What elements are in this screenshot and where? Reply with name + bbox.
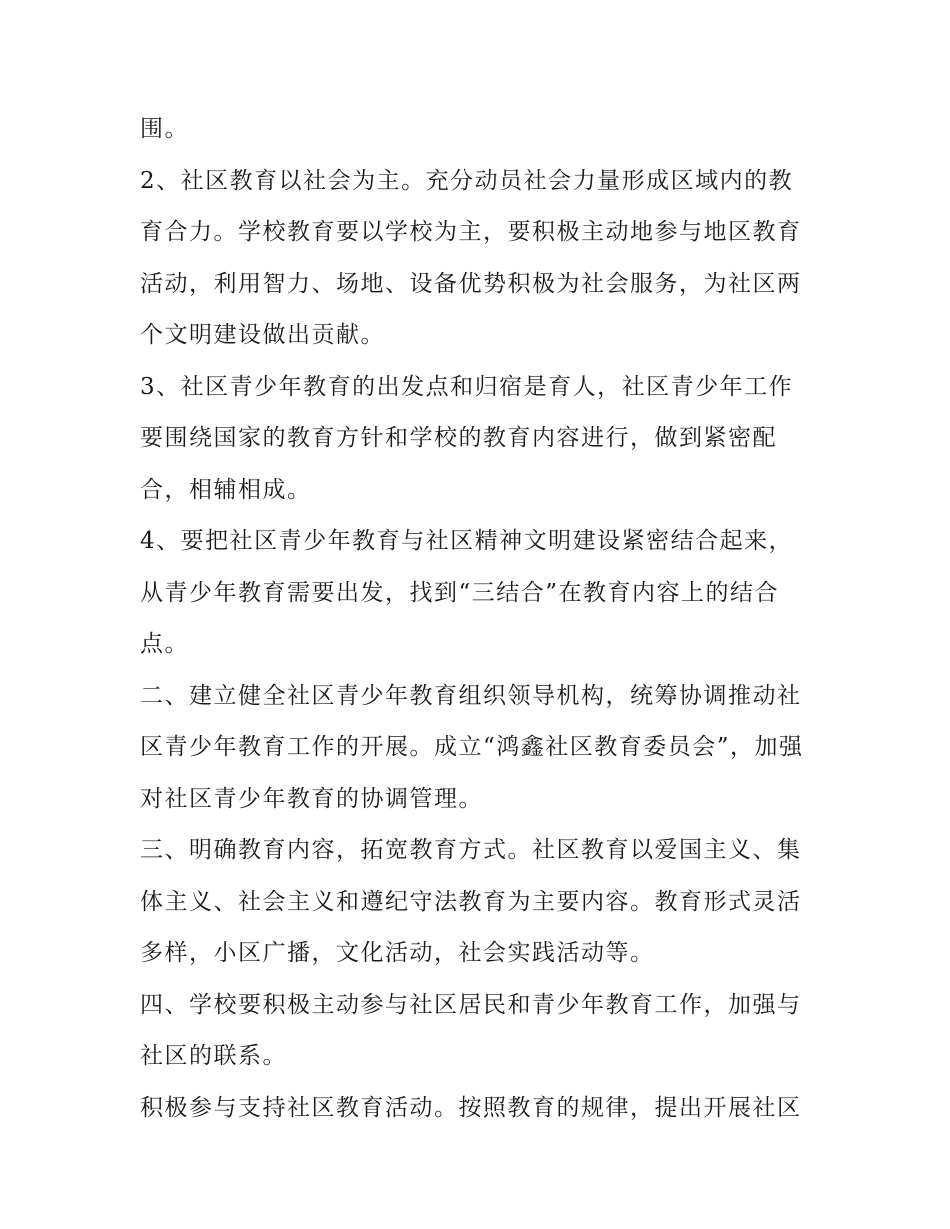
text-line: 二、建立健全社区青少年教育组织领导机构，统筹协调推动社 [140, 682, 802, 709]
text-line: 4、要把社区青少年教育与社区精神文明建设紧密结合起来， [140, 528, 794, 554]
paragraph-item-2 [140, 156, 820, 362]
document-page [140, 104, 820, 1134]
text-line: 点。 [140, 631, 189, 657]
text-line: 要围绕国家的教育方针和学校的教育内容进行，做到紧密配 [140, 425, 777, 451]
text-line: 多样，小区广播，文化活动，社会实践活动等。 [140, 940, 655, 966]
text-line: 合，相辅相成。 [140, 476, 312, 503]
text-line: 育合力。学校教育要以学校为主，要积极主动地参与地区教育 [140, 219, 802, 245]
text-line: 社区的联系。 [140, 1043, 287, 1069]
text-line: 2、社区教育以社会为主。充分动员社会力量形成区域内的教 [140, 167, 794, 194]
paragraph-item-4 [140, 516, 820, 671]
text-line: 三、明确教育内容，拓宽教育方式。社区教育以爱国主义、集 [140, 837, 802, 863]
text-line: 积极参与支持社区教育活动。按照教育的规律，提出开展社区 [140, 1094, 802, 1121]
text-line: 围。 [140, 116, 189, 142]
text-line: 四、学校要积极主动参与社区居民和青少年教育工作，加强与 [140, 991, 802, 1018]
paragraph-section-4 [140, 980, 820, 1083]
paragraph-section-2 [140, 671, 820, 826]
paragraph-continuation [140, 104, 820, 156]
text-line: 体主义、社会主义和遵纪守法教育为主要内容。教育形式灵活 [140, 888, 802, 915]
paragraph-item-3 [140, 362, 820, 517]
text-line: 3、社区青少年教育的出发点和归宿是育人，社区青少年工作 [140, 373, 794, 400]
text-line: 个文明建设做出贡献。 [140, 322, 385, 348]
text-line: 活动，利用智力、场地、设备优势积极为社会服务，为社区两 [140, 270, 802, 297]
text-line: 区青少年教育工作的开展。成立“鸿鑫社区教育委员会”，加强 [140, 734, 804, 760]
text-line: 对社区青少年教育的协调管理。 [140, 785, 483, 812]
text-line: 从青少年教育需要出发，找到“三结合”在教育内容上的结合 [140, 579, 780, 606]
paragraph-section-3 [140, 825, 820, 980]
paragraph-final [140, 1083, 820, 1135]
